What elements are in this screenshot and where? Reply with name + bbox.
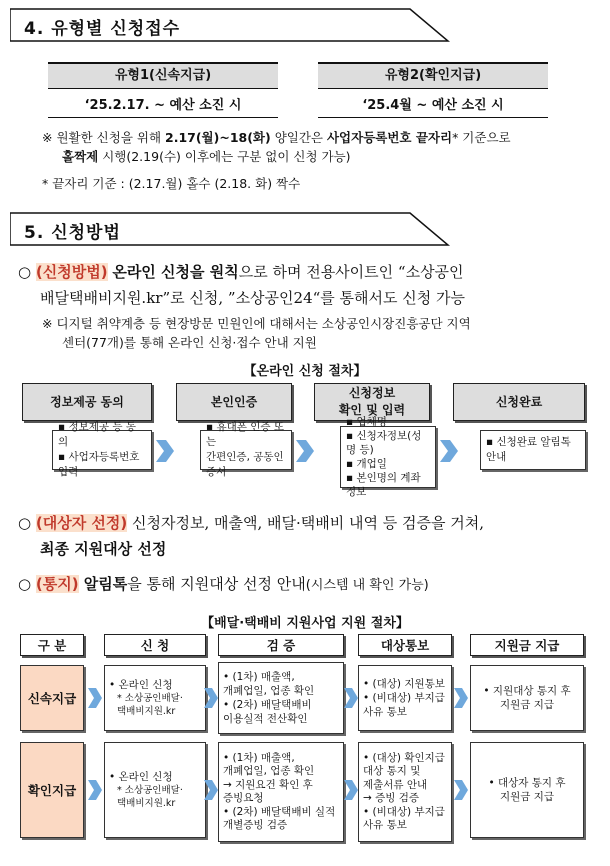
chevron-right-icon xyxy=(344,780,358,800)
list-item: ▪ 사업자등록번호 입력 xyxy=(58,451,140,478)
type2-date: ‘25.4월 ~ 예산 소진 시 xyxy=(318,95,548,118)
chevron-right-icon xyxy=(204,688,218,708)
row-label-confirm: 확인지급 xyxy=(20,742,84,838)
col-header-pay: 지원금 지급 xyxy=(470,634,584,656)
list-item: 지원금 지급 xyxy=(499,699,555,711)
list-item: 개별증빙 검증 xyxy=(223,819,288,831)
list-item: 이용실적 전산확인 xyxy=(223,713,308,725)
list-item: • (대상) 확인지급 xyxy=(363,751,445,764)
step1-box xyxy=(52,421,152,478)
list-item: ▪ 신청자정보(성명 등) xyxy=(346,430,422,456)
note-mark: ※ xyxy=(42,130,53,145)
list-item: 사유 통보 xyxy=(363,706,407,718)
row2-apply xyxy=(104,742,206,838)
bullet-text: 배달택배비지원.kr”로 신청, ”소상공인24“를 통해서도 신청 가능 xyxy=(40,289,466,307)
type2-label: 유형2(확인지급) xyxy=(318,62,548,89)
chevron-right-icon xyxy=(344,688,358,708)
bullet-text: 으로 하며 전용사이트인 “소상공인 xyxy=(238,263,464,281)
list-item: → 지원요건 확인 후 xyxy=(223,778,313,791)
col-header-type: 구 분 xyxy=(20,634,84,656)
tag-selection: (대상자 선정) xyxy=(35,514,128,532)
note-bizno: 사업자등록번호 끝자리 xyxy=(326,130,453,145)
list-item: • (1차) 매출액, xyxy=(223,671,295,683)
bullet-mark: ○ xyxy=(18,263,32,281)
list-item: → 증빙 검증 xyxy=(363,792,420,804)
list-item: • 지원대상 통지 후 xyxy=(483,685,571,697)
note-text: 양일간은 xyxy=(270,130,327,145)
list-item: 지원금 지급 xyxy=(499,791,555,803)
list-item: • (1차) 매출액, xyxy=(223,751,295,764)
step2-box xyxy=(200,421,292,478)
note-vulnerable xyxy=(42,314,602,352)
section5-title: 5. 신청방법 xyxy=(24,223,121,243)
note-text: 시행(2.19(수) 이후에는 구분 없이 신청 가능) xyxy=(98,149,351,164)
list-item: ▪ 업체명 xyxy=(346,416,387,428)
note-text: 원활한 신청을 위해 xyxy=(56,130,165,145)
note-alternate-day xyxy=(42,128,602,166)
note-text: 센터(77개)를 통해 온라인 신청·접수 안내 지원 xyxy=(62,335,317,350)
section5-header xyxy=(10,212,450,246)
list-item: 개폐업일, 업종 확인 xyxy=(223,685,315,697)
step3-box xyxy=(340,416,436,498)
chevron-right-icon xyxy=(88,688,102,708)
list-item: • (비대상) 부지급 xyxy=(363,805,445,818)
step3-head-line1: 신청정보 xyxy=(348,386,396,400)
list-subitem: * 소상공인배달· xyxy=(117,693,183,704)
chevron-right-icon xyxy=(296,440,314,462)
step3-head-line2: 확인 및 입력 xyxy=(338,403,406,417)
note-text: 디지털 취약계층 등 현장방문 민원인에 대해서는 소상공인시장진흥공단 지역 xyxy=(56,316,471,331)
chevron-right-icon xyxy=(204,780,218,800)
list-item: 증빙요청 xyxy=(223,792,264,804)
section4-title: 4. 유형별 신청접수 xyxy=(24,19,181,39)
row-label-fast: 신속지급 xyxy=(20,665,84,731)
bullet-selection xyxy=(18,510,598,562)
row1-notify xyxy=(358,665,452,731)
type1-label: 유형1(신속지급) xyxy=(48,62,278,89)
list-item: ▪ 개업일 xyxy=(346,458,387,470)
row2-verify xyxy=(218,742,344,842)
list-item: • (대상) 지원통보 xyxy=(363,678,445,690)
note-digit-criteria: * 끝자리 기준 : (2.17.월) 홀수 (2.18. 화) 짝수 xyxy=(42,176,301,191)
list-item: • (2차) 배달택배비 실적 xyxy=(223,805,336,818)
chevron-right-icon xyxy=(454,780,468,800)
bullet-note: (시스템 내 확인 가능) xyxy=(305,578,429,593)
list-subitem: * 소상공인배달· xyxy=(117,785,183,796)
bullet-notify xyxy=(18,571,598,599)
step4-box xyxy=(480,430,586,470)
bullet-mark: ○ xyxy=(18,575,32,593)
tag-notify: (통지) xyxy=(35,575,79,593)
note-text: * 기준으로 xyxy=(452,130,511,145)
list-item: • 대상자 통지 후 xyxy=(488,777,566,789)
list-item: ▪ 신청완료 알림톡 안내 xyxy=(486,436,571,463)
online-procedure-title: 【온라인 신청 절차】 xyxy=(243,364,367,379)
list-item: • 온라인 신청 xyxy=(109,771,173,783)
row1-pay xyxy=(470,665,584,731)
col-header-apply: 신 청 xyxy=(104,634,206,656)
note-dates: 2.17(월)~18(화) xyxy=(165,130,271,145)
alimtalk: 알림톡 xyxy=(78,575,128,593)
col-header-verify: 검 증 xyxy=(218,634,344,656)
list-item: ▪ 본인명의 계좌정보 xyxy=(346,472,421,498)
note-mark: ※ xyxy=(42,316,53,331)
bullet-mark: ○ xyxy=(18,514,32,532)
final-selection: 최종 지원대상 선정 xyxy=(40,540,167,558)
chevron-right-icon xyxy=(156,440,174,462)
list-item: • (비대상) 부지급 xyxy=(363,692,445,704)
list-item: 사유 통보 xyxy=(363,819,407,831)
list-item: 개폐업일, 업종 확인 xyxy=(223,765,315,777)
row2-pay xyxy=(470,742,584,838)
list-subitem: 택배비지원.kr xyxy=(117,706,176,717)
chevron-right-icon xyxy=(440,440,458,462)
list-item: 제출서류 안내 xyxy=(363,778,428,791)
bullet-text: 을 통해 지원대상 선정 안내 xyxy=(127,575,306,593)
chevron-right-icon xyxy=(88,780,102,800)
col-header-notify: 대상통보 xyxy=(358,634,452,656)
bullet-apply-method xyxy=(18,259,598,311)
chevron-right-icon xyxy=(454,688,468,708)
list-item: • (2차) 배달택배비 xyxy=(223,699,312,711)
list-subitem: 택배비지원.kr xyxy=(117,798,176,809)
support-procedure-title: 【배달·택배비 지원사업 지원 절차】 xyxy=(201,616,409,631)
list-item: • 온라인 신청 xyxy=(109,679,173,691)
list-item: 대상 통지 및 xyxy=(363,765,421,777)
step2-head: 본인인증 xyxy=(176,383,292,421)
list-item: ▪ 정보제공 등 동의 xyxy=(58,421,136,448)
row2-notify xyxy=(358,742,452,842)
list-item: 간편인증, 공동인증서 xyxy=(206,451,284,478)
row1-verify xyxy=(218,662,344,734)
tag-apply-method: (신청방법) xyxy=(35,263,108,281)
note-oddeven: 홀짝제 xyxy=(62,149,99,164)
step4-head: 신청완료 xyxy=(453,383,585,421)
bullet-text: 신청자정보, 매출액, 배달·택배비 내역 등 검증을 거쳐, xyxy=(127,514,485,532)
online-principle: 온라인 신청을 원칙 xyxy=(112,263,239,281)
type1-date: ‘25.2.17. ~ 예산 소진 시 xyxy=(48,95,278,118)
row1-apply xyxy=(104,665,206,731)
section4-header xyxy=(10,8,450,42)
list-item: ▪ 휴대폰 인증 또는 xyxy=(206,421,284,448)
step1-head: 정보제공 동의 xyxy=(22,383,152,421)
